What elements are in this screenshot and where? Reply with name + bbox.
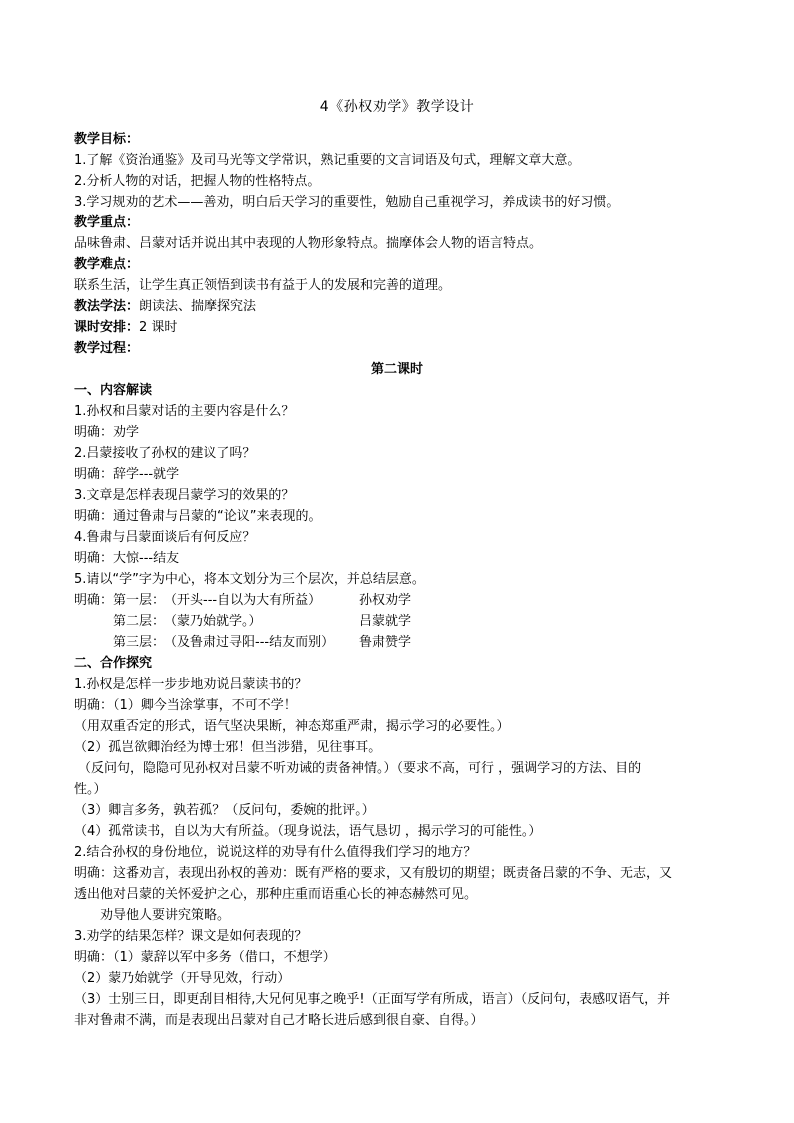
method-line <box>74 298 724 316</box>
section-2-answer-3: 明确：（1）蒙辞以军中多务（借口，不想学） <box>74 950 336 965</box>
section-2-answer-3: （3）士别三日，即更刮目相待,大兄何见事之晚乎!（正面写学有所成，语言）（反问句，表感叹语气，并 <box>74 992 671 1007</box>
goal-item-3: 3.学习规劝的艺术——善劝，明白后天学习的重要性，勉励自己重视学习，养成读书的好习惯。 <box>74 195 620 210</box>
section-2-answer-3: （2）蒙乃始就学（开导见效，行动） <box>74 971 291 986</box>
section-2-answer-2: 劝导他人要讲究策略。 <box>100 908 231 923</box>
layer-range: （蒙乃始就学。） <box>164 614 262 629</box>
key-point-heading: 教学重点： <box>74 215 140 230</box>
section-1-question-1: 1.孙权和吕蒙对话的主要内容是什么？ <box>74 404 295 419</box>
section-1-answer-2: 明确：辞学---就学 <box>74 467 180 482</box>
method-heading: 教法学法： <box>74 299 140 314</box>
section-2-answer-line: 性。） <box>74 782 107 797</box>
schedule-text: 2 课时 <box>139 320 178 335</box>
key-point-text: 品味鲁肃、吕蒙对话并说出其中表现的人物形象特点。揣摩体会人物的语言特点。 <box>74 236 543 251</box>
section-1-question-5: 5.请以“学”字为中心，将本文划分为三个层次，并总结层意。 <box>74 572 425 587</box>
difficulty-heading: 教学难点： <box>74 257 140 272</box>
section-2-answer-line: （用双重否定的形式，语气坚决果断，神态郑重严肃，揭示学习的必要性。） <box>74 719 510 734</box>
section-2-question-3: 3.劝学的结果怎样？课文是如何表现的？ <box>74 929 308 944</box>
goal-item-2: 2.分析人物的对话，把握人物的性格特点。 <box>74 174 321 189</box>
section-2-answer-3: 非对鲁肃不满，而是表现出吕蒙对自己才略长进后感到很自豪、自得。） <box>74 1013 484 1028</box>
schedule-line <box>74 319 724 337</box>
schedule-heading: 课时安排： <box>74 320 140 335</box>
section-1-question-2: 2.吕蒙接收了孙权的建议了吗？ <box>74 446 256 461</box>
section-2-answer-line: （3）卿言多务，孰若孤？（反问句，委婉的批评。） <box>74 803 375 818</box>
difficulty-text: 联系生活，让学生真正领悟到读书有益于人的发展和完善的道理。 <box>74 278 452 293</box>
layer-meaning: 孙权劝学 <box>359 593 412 608</box>
section-2-question-2: 2.结合孙权的身份地位，说说这样的劝导有什么值得我们学习的地方？ <box>74 845 477 860</box>
section-2-question-1: 1.孙权是怎样一步步地劝说吕蒙读书的？ <box>74 677 308 692</box>
layer-range: （及鲁肃过寻阳---结友而别） <box>164 635 335 650</box>
layer-label: 第三层： <box>113 635 166 650</box>
section-2-answer-line: （2）孤岂欲卿治经为博士邪！但当涉猎，见往事耳。 <box>74 740 382 755</box>
section-2-answer-line: （反问句，隐隐可见孙权对吕蒙不听劝诫的责备神情。）（要求不高，可行 ，强调学习的方法、目的 <box>78 761 642 776</box>
section-2-answer-line: （4）孤常读书，自以为大有所益。（现身说法，语气恳切 ，揭示学习的可能性。） <box>74 824 542 839</box>
layer-label: 明确：第一层： <box>74 593 166 608</box>
method-text: 朗读法、揣摩探究法 <box>139 299 257 314</box>
section-1-question-3: 3.文章是怎样表现吕蒙学习的效果的？ <box>74 488 295 503</box>
layer-meaning: 鲁肃赞学 <box>359 635 412 650</box>
document-title: 4《孙权劝学》教学设计 <box>319 99 475 115</box>
section-1-answer-4: 明确：大惊---结友 <box>74 551 180 566</box>
section-2-answer-2: 明确：这番劝言，表现出孙权的善劝：既有严格的要求，又有殷切的期望；既责备吕蒙的不争、无志，又 <box>74 866 673 881</box>
section-1-answer-1: 明确：劝学 <box>74 425 140 440</box>
section-1-question-4: 4.鲁肃与吕蒙面谈后有何反应？ <box>74 530 256 545</box>
layer-meaning: 吕蒙就学 <box>359 614 412 629</box>
section-1-answer-3: 明确：通过鲁肃与吕蒙的“论议”来表现的。 <box>74 509 322 524</box>
lesson-heading: 第二课时 <box>370 362 423 377</box>
layer-range: （开头---自以为大有所益） <box>164 593 322 608</box>
goal-heading: 教学目标： <box>74 132 140 147</box>
section-2-heading: 二、合作探究 <box>74 656 153 671</box>
process-heading: 教学过程： <box>74 341 140 356</box>
section-2-answer-2: 透出他对吕蒙的关怀爱护之心，那种庄重而语重心长的神态赫然可见。 <box>74 887 478 902</box>
goal-item-1: 1.了解《资治通鉴》及司马光等文学常识，熟记重要的文言词语及句式，理解文章大意。 <box>74 153 581 168</box>
section-2-answer-line: 明确：（1）卿今当涂掌事，不可不学！ <box>74 698 297 713</box>
section-1-heading: 一、内容解读 <box>74 383 153 398</box>
layer-label: 第二层： <box>113 614 166 629</box>
